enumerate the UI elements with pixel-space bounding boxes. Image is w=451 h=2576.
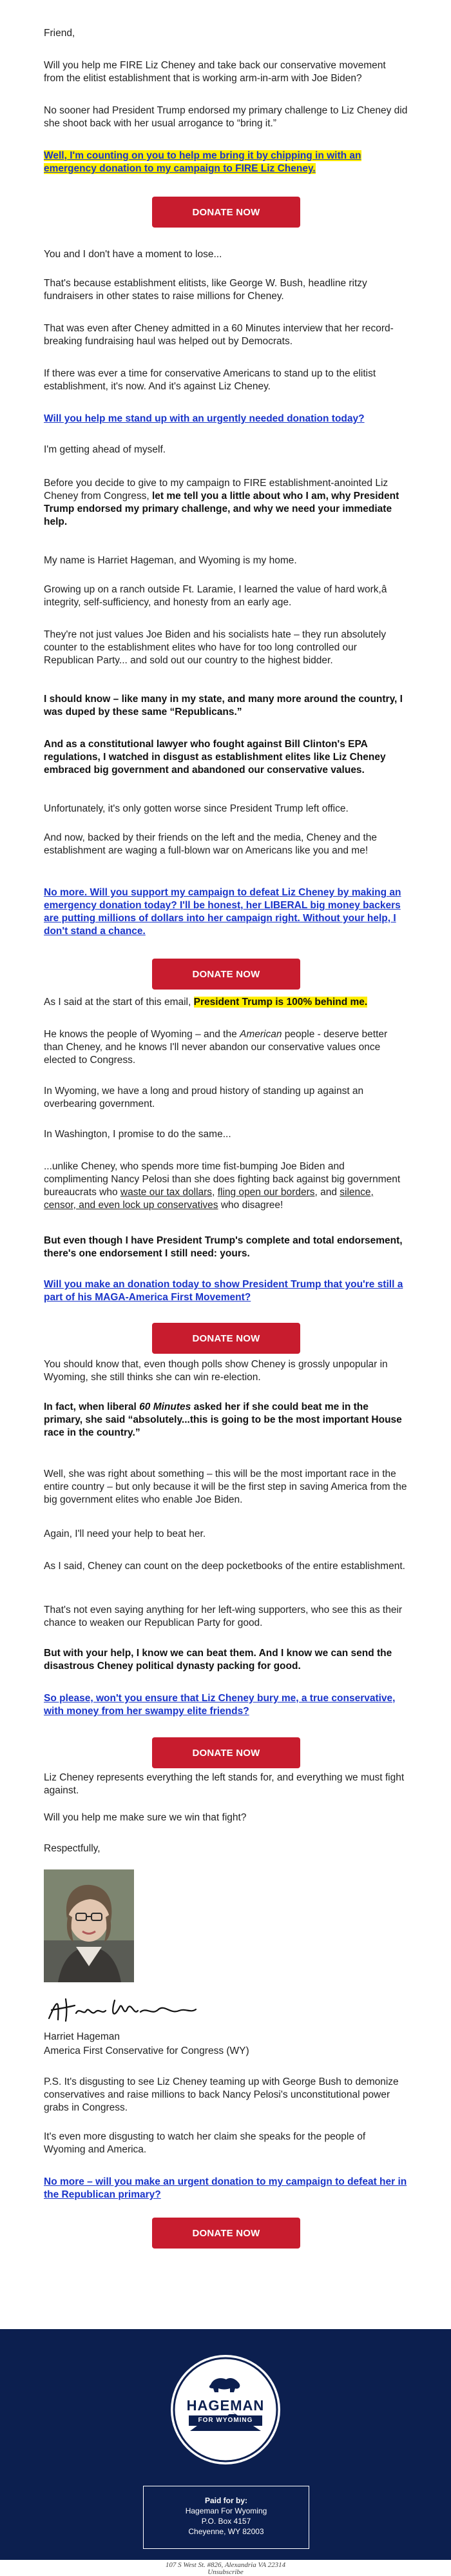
logo-name: HAGEMAN (186, 2397, 265, 2414)
link-silence[interactable]: silence, censor, and even lock up conservatives (44, 1187, 374, 1211)
paragraph: He knows the people of Wyoming – and the American people - deserve better than Cheney, and he knows I'll never abandon our conservative values once elected to Congress. (44, 1029, 388, 1066)
greeting: Friend, (44, 28, 75, 39)
mailing-address: 107 S West St. #826, Alexandria VA 22314 (165, 2561, 286, 2569)
paid-line: Hageman For Wyoming (185, 2506, 267, 2515)
paragraph: ...unlike Cheney, who spends more time fist-bumping Joe Biden and complimenting Nancy Pelosi than she does fighting back against big government bureaucrats who waste our tax dollars, fling open our borders, and silence, censor, and even lock up conservatives who disagree! (44, 1161, 401, 1211)
paragraph: Growing up on a ranch outside Ft. Laramie, I learned the value of hard work,â integrity, self-sufficiency, and honesty from an early age. (44, 584, 387, 608)
highlight-link[interactable]: Well, I'm counting on you to help me bring it by chipping in with an emergency donation to my campaign to FIRE Liz Cheney. (44, 150, 361, 174)
paragraph: As I said at the start of this email, President Trump is 100% behind me. (44, 997, 368, 1008)
unsubscribe-link[interactable]: Unsubscribe (207, 2568, 244, 2576)
paragraph: In Washington, I promise to do the same... (44, 1129, 231, 1140)
paid-for-box (143, 2486, 309, 2549)
signature (44, 1994, 408, 2026)
donation-link[interactable]: No more. Will you support my campaign to defeat Liz Cheney by making an emergency donation today? I'll be honest, her LIBERAL big money backers are putting millions of dollars into her campaign right. Without your help, I don't stand a chance. (44, 887, 401, 937)
paragraph: You and I don't have a moment to lose... (44, 249, 222, 260)
paragraph: Will you help me FIRE Liz Cheney and take back our conservative movement from the elitist establishment that is working arm-in-arm with Joe Biden? (44, 60, 386, 84)
paragraph: I'm getting ahead of myself. (44, 444, 166, 455)
paid-line: Paid for by: (204, 2496, 247, 2505)
signature-icon (44, 1994, 198, 2026)
donate-button[interactable]: DONATE NOW (152, 959, 300, 990)
logo-subtitle: FOR WYOMING (189, 2415, 262, 2426)
paragraph: But even though I have President Trump's complete and total endorsement, there's one endorsement I still need: yours. (44, 1235, 403, 1259)
donation-link[interactable]: Will you help me stand up with an urgently needed donation today? (44, 413, 365, 424)
paragraph: Again, I'll need your help to beat her. (44, 1528, 206, 1539)
paragraph: And now, backed by their friends on the left and the media, Cheney and the establishment are waging a full-blown war on Americans like you and me! (44, 832, 378, 856)
paragraph: In fact, when liberal 60 Minutes asked her if she could beat me in the primary, she said “absolutely...this is going to be the most important House race in the country.” (44, 1401, 402, 1438)
paragraph: Liz Cheney represents everything the left stands for, and everything we must fight against. (44, 1772, 405, 1796)
paragraph: Respectfully, (44, 1843, 101, 1854)
paragraph: That was even after Cheney admitted in a 60 Minutes interview that her record-breaking fundraising haul was helped out by Democrats. (44, 323, 394, 347)
paid-line: Cheyenne, WY 82003 (188, 2527, 264, 2536)
paragraph: Before you decide to give to my campaign to FIRE establishment-anointed Liz Cheney from Congress, let me tell you a little about who I am, why President Trump endorsed my primary challenge, and why we need your immediate help. (44, 478, 399, 527)
candidate-photo (44, 1869, 134, 1982)
footer (0, 2329, 451, 2560)
donation-link[interactable]: Will you make an donation today to show President Trump that you're still a part of his MAGA-America First Movement? (44, 1279, 403, 1303)
paragraph: Well, she was right about something – this will be the most important race in the entire country – but only because it will be the first step in saving America from the big government elites who enable Joe Biden. (44, 1469, 407, 1505)
donate-button[interactable]: DONATE NOW (152, 2218, 300, 2249)
signer-title: America First Conservative for Congress (WY) (44, 2045, 249, 2056)
campaign-logo (171, 2355, 280, 2464)
paragraph: Will you help me make sure we win that fight? (44, 1812, 247, 1823)
donation-link[interactable]: So please, won't you ensure that Liz Cheney bury me, a true conservative, with money from her swampy elite friends? (44, 1693, 396, 1717)
donate-button[interactable]: DONATE NOW (152, 1737, 300, 1768)
portrait-icon (44, 1869, 134, 1982)
link-waste[interactable]: waste our tax dollars (120, 1187, 213, 1198)
paragraph: As I said, Cheney can count on the deep pocketbooks of the entire establishment. (44, 1561, 405, 1572)
paid-line: P.O. Box 4157 (201, 2517, 251, 2526)
paragraph: But with your help, I know we can beat them. And I know we can send the disastrous Cheney political dynasty packing for good. (44, 1648, 392, 1672)
paragraph: And as a constitutional lawyer who fought against Bill Clinton's EPA regulations, I watched in disgust as establishment elites like Liz Cheney embraced big government and abandoned our conservative values. (44, 739, 386, 776)
paragraph: My name is Harriet Hageman, and Wyoming is my home. (44, 555, 297, 566)
paragraph: If there was ever a time for conservative Americans to stand up to the elitist establishment, it's now. And it's against Liz Cheney. (44, 368, 376, 392)
signer-name: Harriet Hageman (44, 2031, 120, 2042)
postscript: It's even more disgusting to watch her claim she speaks for the people of Wyoming and America. (44, 2131, 366, 2155)
paragraph: Unfortunately, it's only gotten worse since President Trump left office. (44, 803, 349, 814)
paragraph: They're not just values Joe Biden and his socialists hate – they run absolutely counter to the establishment elites who have for too long controlled our Republican Party... and sold out our country to the highest bidder. (44, 629, 387, 666)
donate-button[interactable]: DONATE NOW (152, 197, 300, 228)
donate-button[interactable]: DONATE NOW (152, 1323, 300, 1354)
paragraph: That's because establishment elitists, like George W. Bush, headline ritzy fundraisers in other states to raise millions for Cheney. (44, 278, 367, 302)
paragraph: In Wyoming, we have a long and proud history of standing up against an overbearing government. (44, 1086, 364, 1109)
paragraph: You should know that, even though polls show Cheney is grossly unpopular in Wyoming, she still thinks she can win re-election. (44, 1359, 388, 1383)
paragraph: That's not even saying anything for her left-wing supporters, who see this as their chance to weaken our Republican Party for good. (44, 1605, 403, 1628)
paragraph: No sooner had President Trump endorsed my primary challenge to Liz Cheney did she shoot back with her usual arrogance to “bring it.” (44, 105, 408, 129)
link-borders[interactable]: fling open our borders (217, 1187, 315, 1198)
paragraph: I should know – like many in my state, and many more around the country, I was duped by these same “Republicans.” (44, 694, 403, 717)
postscript: P.S. It's disgusting to see Liz Cheney teaming up with George Bush to demonize conservatives and raise millions to back Nancy Pelosi's unconstitutional power grabs in Congress. (44, 2076, 399, 2113)
donation-link[interactable]: No more – will you make an urgent donation to my campaign to defeat her in the Republican primary? (44, 2176, 407, 2200)
